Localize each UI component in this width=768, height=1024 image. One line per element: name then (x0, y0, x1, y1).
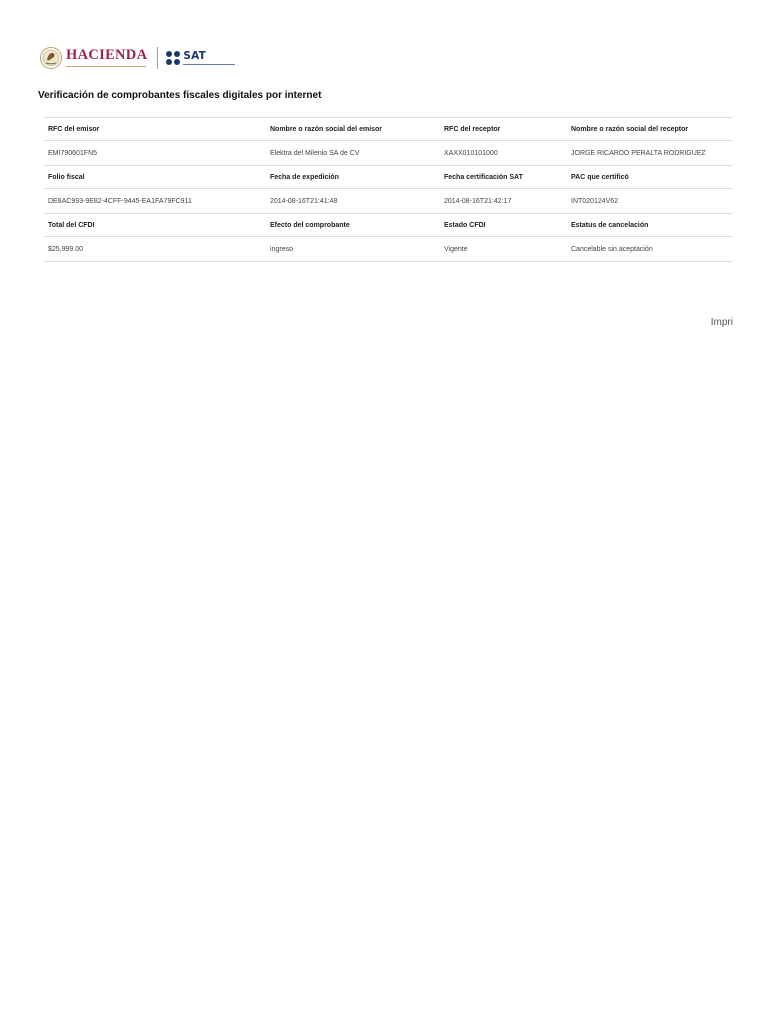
header-estado-cfdi: Estado CFDI (440, 214, 567, 237)
table-header-row (44, 118, 733, 141)
value-estado-cfdi: Vigente (440, 237, 567, 262)
hacienda-tagline (66, 66, 146, 69)
hacienda-logo (40, 46, 147, 70)
value-rfc-emisor: EMI790601FN5 (44, 141, 266, 166)
header-efecto: Efecto del comprobante (266, 214, 440, 237)
value-total-cfdi: $25,999.00 (44, 237, 266, 262)
header-rfc-receptor: RFC del receptor (440, 118, 567, 141)
mexican-coat-of-arms-icon (40, 46, 62, 70)
header-logos (40, 44, 235, 72)
sat-tagline (183, 64, 235, 66)
cfdi-verification-table (44, 117, 733, 262)
print-button[interactable]: Impri (710, 317, 733, 328)
header-nombre-receptor: Nombre o razón social del receptor (567, 118, 733, 141)
header-fecha-expedicion: Fecha de expedición (266, 166, 440, 189)
value-nombre-emisor: Elektra del Milenio SA de CV (266, 141, 440, 166)
header-nombre-emisor: Nombre o razón social del emisor (266, 118, 440, 141)
value-nombre-receptor: JORGE RICARDO PERALTA RODRIGUEZ (567, 141, 733, 166)
sat-logo-text: SAT (183, 49, 206, 62)
value-estatus-cancelacion: Cancelable sin aceptación (567, 237, 733, 262)
header-total-cfdi: Total del CFDI (44, 214, 266, 237)
value-fecha-expedicion: 2014-08-16T21:41:48 (266, 189, 440, 214)
header-fecha-certificacion: Fecha certificación SAT (440, 166, 567, 189)
value-folio-fiscal: DE8AC993-9E82-4CFF-9445-EA1FA79FC911 (44, 189, 266, 214)
table-header-row (44, 214, 733, 237)
table-row (44, 141, 733, 166)
logo-divider (157, 47, 158, 69)
value-rfc-receptor: XAXX010101000 (440, 141, 567, 166)
value-fecha-certificacion: 2014-08-16T21:42:17 (440, 189, 567, 214)
header-pac: PAC que certificó (567, 166, 733, 189)
page-title: Verificación de comprobantes fiscales digitales por internet (38, 90, 322, 101)
header-rfc-emisor: RFC del emisor (44, 118, 266, 141)
hacienda-logo-text: HACIENDA (66, 46, 148, 63)
sat-logo-icon (165, 50, 181, 66)
value-efecto: ingreso (266, 237, 440, 262)
sat-logo (165, 50, 235, 66)
table-row (44, 189, 733, 214)
table-row (44, 237, 733, 262)
header-estatus-cancelacion: Estatus de cancelación (567, 214, 733, 237)
table-header-row (44, 166, 733, 189)
value-pac: INT020124V62 (567, 189, 733, 214)
header-folio-fiscal: Folio fiscal (44, 166, 266, 189)
